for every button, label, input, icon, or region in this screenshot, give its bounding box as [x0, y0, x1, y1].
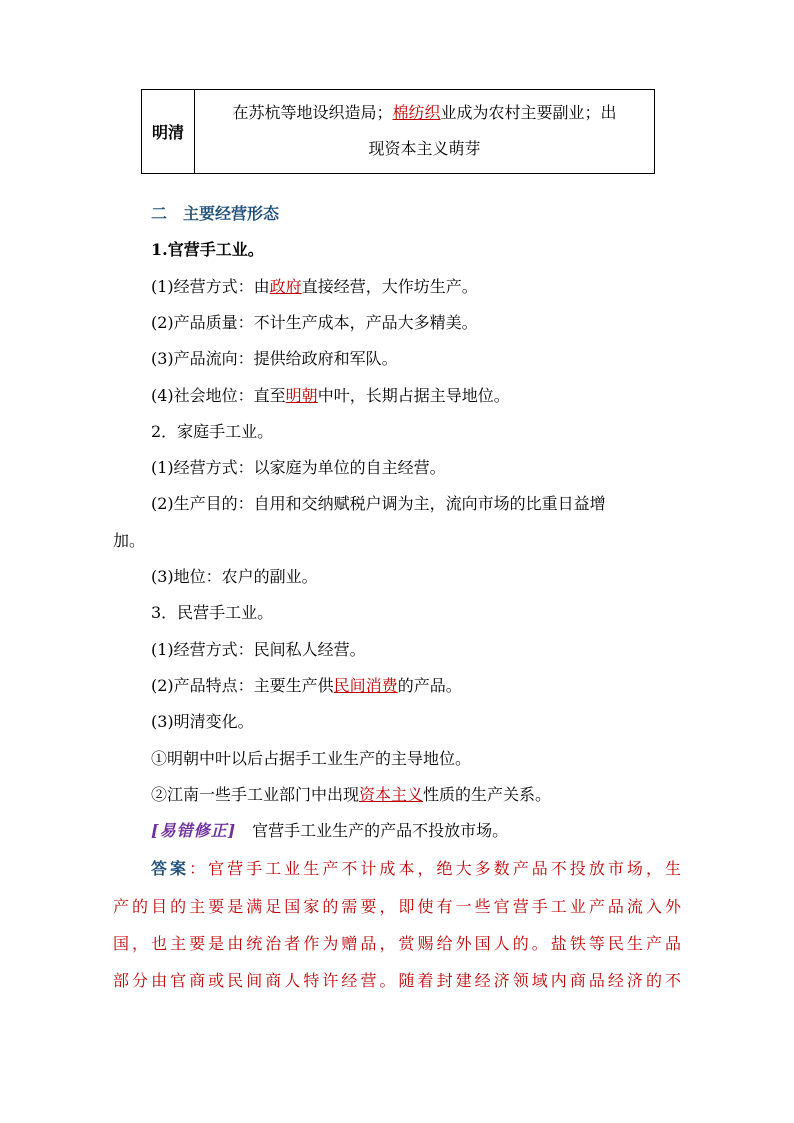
- keyword-government: 政府: [269, 277, 302, 296]
- private-item-3: (3)明清变化。: [151, 712, 254, 731]
- correction-line: [151, 821, 508, 841]
- private-item-1: (1)经营方式：民间私人经营。: [151, 640, 366, 659]
- official-item-2: (2)产品质量：不计生产成本，产品大多精美。: [151, 313, 478, 332]
- correction-tag: [易错修正]: [151, 821, 237, 840]
- keyword-civil-consumption: 民间消费: [333, 676, 398, 695]
- answer-line-3: 国，也主要是由统治者作为赠品，赏赐给外国人的。盐铁等民生产品: [113, 934, 681, 953]
- answer-line-4: 部分由官商或民间商人特许经营。随着封建经济领域内商品经济的不: [113, 971, 681, 990]
- household-title: 2．家庭手工业。: [151, 422, 274, 441]
- household-item-2: (2)生产目的：自用和交纳赋税户调为主，流向市场的比重日益增: [151, 494, 606, 513]
- era-cell: 明清: [142, 90, 195, 174]
- private-change-2: [151, 785, 551, 805]
- table-row: [142, 90, 655, 174]
- official-title: 1.官营手工业。: [151, 240, 264, 259]
- private-title: 3．民营手工业。: [151, 603, 274, 622]
- item-text: 中叶，长期占据主导地位。: [317, 386, 510, 405]
- item-text: 性质的生产关系。: [423, 785, 552, 804]
- keyword-ming-dynasty: 明朝: [285, 386, 318, 405]
- desc-text: 在苏杭等地设织造局；: [232, 103, 393, 122]
- era-description-cell: [195, 90, 655, 174]
- answer-line-2: 产的目的主要是满足国家的需要，即使有一些官营手工业产品流入外: [113, 897, 681, 916]
- desc-text: 业成为农村主要副业；出: [440, 103, 617, 122]
- private-change-1: ①明朝中叶以后占据手工业生产的主导地位。: [151, 749, 472, 768]
- answer-text: ：官营手工业生产不计成本，绝大多数产品不投放市场，生: [189, 859, 681, 878]
- desc-text: 现资本主义萌芽: [368, 139, 481, 158]
- official-item-3: (3)产品流向：提供给政府和军队。: [151, 349, 398, 368]
- keyword-capitalism: 资本主义: [359, 785, 424, 804]
- household-item-3: (3)地位：农户的副业。: [151, 567, 318, 586]
- household-item-2-cont: 加。: [113, 531, 146, 550]
- item-text: 的产品。: [397, 676, 462, 695]
- item-text: (2)产品特点：主要生产供: [151, 676, 334, 695]
- official-item-1: [151, 277, 478, 297]
- keyword-cotton-textile: 棉纺织: [392, 103, 441, 122]
- era-table: [141, 89, 655, 174]
- answer-line-1: [151, 859, 681, 879]
- item-text: (4)社会地位：直至: [151, 386, 286, 405]
- official-item-4: [151, 386, 510, 406]
- correction-statement: 官营手工业生产的产品不投放市场。: [252, 821, 509, 840]
- item-text: (1)经营方式：由: [151, 277, 270, 296]
- section-heading: 二 主要经营形态: [151, 204, 280, 223]
- answer-label: 答案: [151, 859, 190, 878]
- private-item-2: [151, 676, 462, 696]
- item-text: 直接经营，大作坊生产。: [301, 277, 478, 296]
- item-text: ②江南一些手工业部门中出现: [151, 785, 360, 804]
- household-item-1: (1)经营方式：以家庭为单位的自主经营。: [151, 458, 446, 477]
